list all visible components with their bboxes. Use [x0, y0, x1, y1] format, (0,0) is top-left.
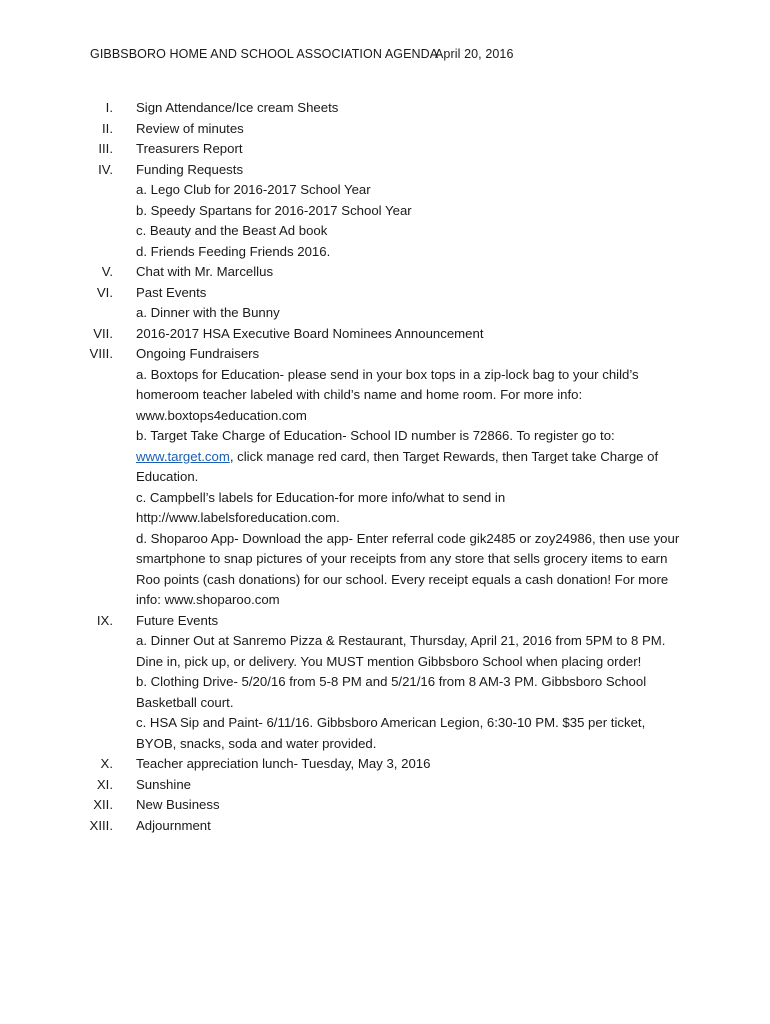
agenda-subitem-text: , click manage red card, then Target Rewards, then Target take Charge of Education. [136, 448, 659, 484]
agenda-item [60, 324, 690, 345]
agenda-item [60, 139, 690, 160]
agenda-subitem: a. Boxtops for Education- please send in your box tops in a zip-lock bag to your child’s homeroom teacher labeled with child’s name and home room. For more info: www.boxtops4education.com [136, 366, 639, 423]
agenda-item-number: IV. [98, 161, 113, 177]
agenda-item-number: I. [105, 100, 113, 115]
agenda-subitem: a. Dinner Out at Sanremo Pizza & Restaurant, Thursday, April 21, 2016 from 5PM to 8 PM. Dine in, pick up, or delivery. You MUST mention Gibbsboro School when placing order! [136, 633, 666, 669]
agenda-item-number: V. [101, 264, 113, 279]
agenda-item [60, 775, 690, 796]
agenda-subitem: c. Beauty and the Beast Ad book [136, 223, 328, 238]
agenda-item-title: Treasurers Report [136, 141, 243, 156]
agenda-subitem: d. Shoparoo App- Download the app- Enter referral code gik2485 or zoy24986, then use your smartphone to snap pictures of your receipts from any store that sells grocery items to earn Roo points (cash donations) for our school. Every receipt equals a cash donation! For more info: www.shoparoo.com [136, 530, 680, 607]
agenda-item-title: Teacher appreciation lunch- Tuesday, May 3, 2016 [136, 756, 431, 771]
agenda-item [60, 119, 690, 140]
agenda-subitem: c. Campbell’s labels for Education-for more info/what to send in http://www.labelsforeducation.com. [136, 489, 506, 525]
agenda-item-number: XI. [96, 776, 113, 792]
agenda-item-title: New Business [136, 797, 220, 812]
agenda-item [60, 262, 690, 283]
target-link[interactable]: www.target.com [136, 448, 230, 464]
agenda-list [60, 98, 690, 836]
agenda-item [60, 816, 690, 837]
agenda-item-number: IX. [96, 612, 113, 628]
agenda-date: April 20, 2016 [435, 47, 514, 61]
agenda-item-number: VI. [96, 284, 113, 300]
agenda-item-title: Chat with Mr. Marcellus [136, 264, 274, 279]
agenda-item [60, 283, 690, 304]
agenda-subitem [136, 426, 681, 488]
agenda-item-number: III. [98, 141, 113, 156]
agenda-item-title: Ongoing Fundraisers [136, 346, 260, 361]
agenda-item [60, 98, 690, 119]
agenda-item-number: XIII. [89, 817, 113, 833]
agenda-item-title: Future Events [136, 612, 219, 628]
agenda-item-title: Sunshine [136, 776, 191, 792]
agenda-header [90, 47, 514, 61]
agenda-item-title: Review of minutes [136, 120, 244, 136]
agenda-item-title: 2016-2017 HSA Executive Board Nominees Announcement [136, 325, 484, 341]
agenda-subitem: a. Lego Club for 2016-2017 School Year [136, 182, 371, 197]
agenda-item-number: X. [100, 756, 113, 771]
agenda-item [60, 611, 690, 632]
agenda-subitem: c. HSA Sip and Paint- 6/11/16. Gibbsboro American Legion, 6:30-10 PM. $35 per ticket, BYOB, snacks, soda and water provided. [136, 715, 646, 751]
agenda-subitem: b. Speedy Spartans for 2016-2017 School Year [136, 202, 412, 218]
agenda-subitem: d. Friends Feeding Friends 2016. [136, 243, 331, 259]
agenda-subitem: b. Clothing Drive- 5/20/16 from 5-8 PM and 5/21/16 from 8 AM-3 PM. Gibbsboro School Basketball court. [136, 674, 647, 710]
agenda-item-number: VII. [93, 325, 113, 341]
agenda-item [60, 160, 690, 181]
agenda-item-number: II. [102, 120, 113, 136]
agenda-item [60, 795, 690, 816]
agenda-item-number: XII. [93, 797, 113, 812]
agenda-item [60, 754, 690, 775]
agenda-item-title: Adjournment [136, 817, 211, 833]
agenda-item-title: Sign Attendance/Ice cream Sheets [136, 100, 339, 115]
agenda-item-title: Funding Requests [136, 161, 244, 177]
agenda-item-title: Past Events [136, 284, 207, 300]
agenda-item-number: VIII. [89, 346, 113, 361]
agenda-title: GIBBSBORO HOME AND SCHOOL ASSOCIATION AGENDA [90, 47, 439, 61]
agenda-item [60, 344, 690, 365]
agenda-subitem-text: b. Target Take Charge of Education- School ID number is 72866. To register go to: [136, 428, 615, 443]
agenda-subitem: a. Dinner with the Bunny [136, 305, 280, 320]
